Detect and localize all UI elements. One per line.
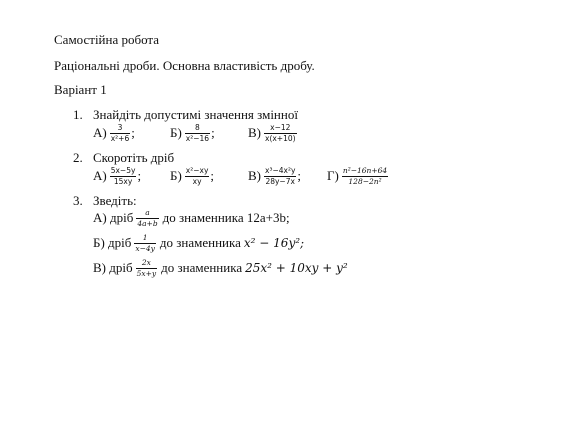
fraction-numerator: x−12 <box>270 123 291 132</box>
fraction-denominator: x²+6 <box>110 134 130 143</box>
worksheet-title: Самостійна робота <box>54 32 160 47</box>
task-number: 3. <box>73 193 83 208</box>
fraction-numerator: 8 <box>195 123 200 132</box>
task-2-option-a <box>93 166 141 186</box>
task-3-item-c <box>93 258 348 278</box>
fraction <box>136 208 158 228</box>
fraction <box>342 166 388 186</box>
task-3-item-b <box>93 233 304 253</box>
fraction <box>110 166 137 186</box>
fraction-denominator: x²−16 <box>185 134 210 143</box>
fraction-numerator: n²−16n+64 <box>342 166 388 175</box>
worksheet-topic: Раціональні дроби. Основна властивість дробу. <box>54 58 315 73</box>
item-prefix: А) дріб <box>93 210 134 225</box>
fraction-denominator: xy <box>192 177 202 186</box>
item-suffix: до знаменника 12a+3b; <box>162 210 290 225</box>
option-label: Г) <box>327 168 339 183</box>
fraction-numerator: a <box>145 208 150 217</box>
punctuation: ; <box>211 125 215 140</box>
fraction <box>110 123 131 143</box>
fraction-denominator: 4a+b <box>137 219 158 228</box>
task-1-option-a <box>93 123 135 143</box>
fraction-denominator: 28y−7x <box>265 177 295 186</box>
option-label: А) <box>93 168 107 183</box>
fraction-denominator: 15xy <box>113 177 133 186</box>
task-3-heading <box>73 193 137 209</box>
punctuation: ; <box>297 168 302 183</box>
punctuation: ; <box>137 168 142 183</box>
fraction-denominator: 5x+y <box>136 269 157 278</box>
fraction <box>134 233 156 253</box>
fraction-numerator: 1 <box>142 233 148 242</box>
task-text: Зведіть: <box>93 193 137 208</box>
option-label: В) <box>248 168 261 183</box>
task-1-option-b <box>170 123 215 143</box>
fraction-numerator: x³−4x²y <box>265 166 296 175</box>
task-1-option-c <box>248 123 298 143</box>
fraction-denominator: 128−2n² <box>348 177 382 186</box>
target-denominator: 25x² + 10xy + y² <box>245 261 348 275</box>
fraction-numerator: 3 <box>117 123 123 132</box>
punctuation: ; <box>210 168 215 183</box>
task-text: Знайдіть допустимі значення змінної <box>93 107 298 122</box>
fraction-numerator: x²−xy <box>185 166 209 175</box>
fraction <box>185 123 210 143</box>
task-number: 1. <box>73 107 83 122</box>
task-2-option-c <box>248 166 301 186</box>
variant-label: Варіант 1 <box>54 82 107 97</box>
task-2-heading <box>73 150 174 166</box>
task-1-heading <box>73 107 298 123</box>
task-2-option-d <box>327 166 389 186</box>
item-prefix: Б) дріб <box>93 235 132 250</box>
fraction <box>136 258 158 278</box>
fraction <box>264 166 296 186</box>
task-2-option-b <box>170 166 214 186</box>
fraction <box>185 166 210 186</box>
task-text: Скоротіть дріб <box>93 150 175 165</box>
punctuation: ; <box>131 125 135 140</box>
fraction-denominator: x(x+10) <box>265 134 296 143</box>
item-suffix: до знаменника <box>161 260 243 275</box>
fraction-numerator: 5x−5y <box>110 166 136 175</box>
option-label: Б) <box>170 125 182 140</box>
fraction <box>264 123 297 143</box>
task-number: 2. <box>73 150 83 165</box>
target-denominator: x² − 16y²; <box>243 236 305 250</box>
fraction-numerator: 2x <box>141 258 151 267</box>
fraction-denominator: x−4y <box>135 244 155 253</box>
option-label: А) <box>93 125 107 140</box>
option-label: Б) <box>170 168 182 183</box>
item-suffix: до знаменника <box>159 235 241 250</box>
option-label: В) <box>248 125 261 140</box>
task-3-item-a <box>93 208 290 228</box>
item-prefix: В) дріб <box>93 260 133 275</box>
